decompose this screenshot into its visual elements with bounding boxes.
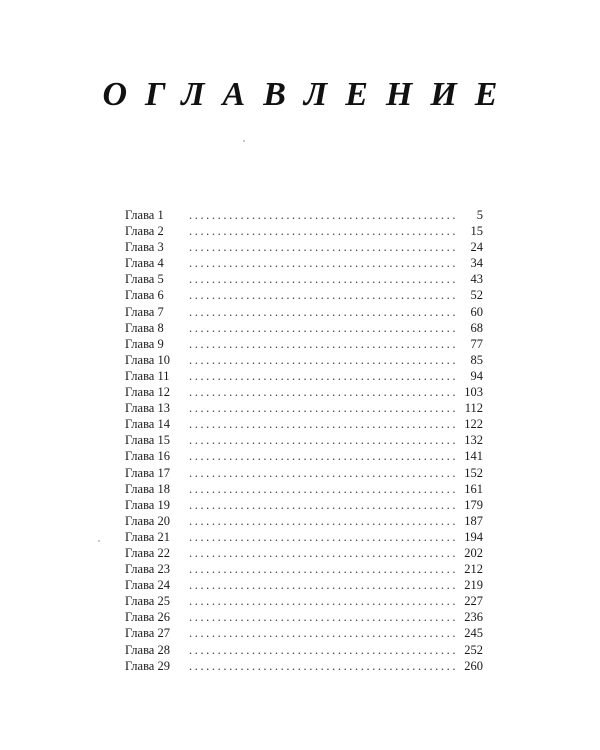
toc-entry-page-number: 43: [470, 272, 483, 287]
toc-entry-page-number: 219: [464, 578, 483, 593]
toc-entry-page-number: 34: [470, 256, 483, 271]
toc-entry-label: Глава 2: [125, 224, 164, 239]
toc-entry-label: Глава 14: [125, 417, 170, 432]
toc-entry[interactable]: [125, 271, 483, 287]
toc-entry-page-number: 236: [464, 610, 483, 625]
toc-entry-page-number: 122: [464, 417, 483, 432]
toc-entry-label: Глава 25: [125, 594, 170, 609]
toc-entry-label: Глава 23: [125, 562, 170, 577]
toc-dot-leader: [189, 207, 459, 223]
toc-entry-page-number: 85: [470, 352, 483, 367]
toc-entry-label: Глава 6: [125, 288, 164, 303]
toc-dot-leader: [189, 336, 459, 352]
toc-dot-leader: [189, 287, 459, 303]
toc-entry[interactable]: [125, 432, 483, 448]
toc-dot-leader: [189, 223, 459, 239]
toc-entry-page-number: 103: [464, 385, 483, 400]
toc-entry-label: Глава 29: [125, 658, 170, 673]
toc-dot-leader: [189, 609, 459, 625]
toc-entry-page-number: 141: [464, 449, 483, 464]
paper-speck: [243, 140, 245, 142]
toc-entry-label: Глава 9: [125, 336, 164, 351]
toc-entry[interactable]: [125, 207, 483, 223]
toc-entry-label: Глава 11: [125, 368, 170, 383]
toc-entry-page-number: 94: [470, 368, 483, 383]
toc-entry[interactable]: [125, 561, 483, 577]
toc-entry-page-number: 112: [464, 401, 483, 416]
toc-entry[interactable]: [125, 545, 483, 561]
toc-entry-label: Глава 5: [125, 272, 164, 287]
toc-entry[interactable]: [125, 481, 483, 497]
toc-dot-leader: [189, 320, 459, 336]
toc-entry-page-number: 245: [464, 626, 483, 641]
toc-entry-label: Глава 1: [125, 208, 164, 222]
toc-dot-leader: [189, 481, 459, 497]
toc-dot-leader: [189, 545, 459, 561]
toc-dot-leader: [189, 368, 459, 384]
toc-entry[interactable]: [125, 320, 483, 336]
toc-entry[interactable]: [125, 368, 483, 384]
toc-entry-label: Глава 24: [125, 578, 170, 593]
toc-entry[interactable]: [125, 593, 483, 609]
toc-entry-page-number: 77: [470, 336, 483, 351]
toc-entry-page-number: 252: [464, 642, 483, 657]
toc-entry[interactable]: [125, 336, 483, 352]
toc-dot-leader: [189, 625, 459, 641]
toc-entry[interactable]: [125, 416, 483, 432]
toc-entry-label: Глава 18: [125, 481, 170, 496]
toc-entry[interactable]: [125, 255, 483, 271]
toc-dot-leader: [189, 255, 459, 271]
toc-entry-page-number: 260: [464, 658, 483, 673]
toc-entry[interactable]: [125, 642, 483, 658]
toc-entry-page-number: 5: [476, 208, 483, 222]
toc-dot-leader: [189, 658, 459, 674]
toc-entry-label: Глава 26: [125, 610, 170, 625]
toc-entry-page-number: 212: [464, 562, 483, 577]
toc-entry-page-number: 194: [464, 529, 483, 544]
toc-entry-label: Глава 13: [125, 401, 170, 416]
toc-entry[interactable]: [125, 658, 483, 674]
toc-entry[interactable]: [125, 577, 483, 593]
toc-dot-leader: [189, 593, 459, 609]
page-title: ОГЛАВЛЕНИЕ: [102, 75, 516, 113]
toc-entry-label: Глава 4: [125, 256, 164, 271]
toc-entry-label: Глава 8: [125, 320, 164, 335]
toc-entry-label: Глава 15: [125, 433, 170, 448]
toc-dot-leader: [189, 497, 459, 513]
toc-dot-leader: [189, 352, 459, 368]
toc-entry-page-number: 24: [470, 240, 483, 255]
toc-entry-page-number: 132: [464, 433, 483, 448]
toc-entry-label: Глава 19: [125, 497, 170, 512]
toc-entry[interactable]: [125, 239, 483, 255]
toc-entry[interactable]: [125, 304, 483, 320]
toc-entry-label: Глава 10: [125, 352, 170, 367]
toc-entry[interactable]: [125, 223, 483, 239]
toc-entry-page-number: 179: [464, 497, 483, 512]
toc-entry-page-number: 161: [464, 481, 483, 496]
toc-entry-page-number: 60: [470, 304, 483, 319]
toc-entry-label: Глава 21: [125, 529, 170, 544]
toc-entry[interactable]: [125, 465, 483, 481]
toc-dot-leader: [189, 400, 459, 416]
toc-entry[interactable]: [125, 513, 483, 529]
toc-entry[interactable]: [125, 497, 483, 513]
toc-entry-label: Глава 20: [125, 513, 170, 528]
table-of-contents: [125, 207, 483, 674]
toc-entry-page-number: 52: [470, 288, 483, 303]
toc-dot-leader: [189, 416, 459, 432]
toc-entry-label: Глава 16: [125, 449, 170, 464]
toc-dot-leader: [189, 465, 459, 481]
toc-entry-label: Глава 7: [125, 304, 164, 319]
toc-entry[interactable]: [125, 529, 483, 545]
toc-entry-label: Глава 22: [125, 545, 170, 560]
toc-dot-leader: [189, 271, 459, 287]
toc-dot-leader: [189, 448, 459, 464]
paper-speck: [98, 540, 100, 542]
toc-entry-page-number: 202: [464, 545, 483, 560]
toc-entry-page-number: 15: [470, 224, 483, 239]
toc-dot-leader: [189, 432, 459, 448]
toc-dot-leader: [189, 529, 459, 545]
toc-entry-label: Глава 27: [125, 626, 170, 641]
toc-entry[interactable]: [125, 448, 483, 464]
toc-entry[interactable]: [125, 287, 483, 303]
toc-dot-leader: [189, 642, 459, 658]
toc-entry-page-number: 68: [470, 320, 483, 335]
toc-dot-leader: [189, 561, 459, 577]
toc-entry[interactable]: [125, 625, 483, 641]
toc-dot-leader: [189, 384, 459, 400]
toc-dot-leader: [189, 577, 459, 593]
toc-entry[interactable]: [125, 609, 483, 625]
toc-entry-label: Глава 28: [125, 642, 170, 657]
toc-entry-label: Глава 12: [125, 385, 170, 400]
toc-entry-page-number: 187: [464, 513, 483, 528]
toc-dot-leader: [189, 513, 459, 529]
toc-entry-page-number: 152: [464, 465, 483, 480]
toc-entry-label: Глава 17: [125, 465, 170, 480]
toc-entry[interactable]: [125, 352, 483, 368]
toc-dot-leader: [189, 304, 459, 320]
toc-dot-leader: [189, 239, 459, 255]
toc-entry[interactable]: [125, 384, 483, 400]
toc-entry[interactable]: [125, 400, 483, 416]
toc-entry-label: Глава 3: [125, 240, 164, 255]
toc-entry-page-number: 227: [464, 594, 483, 609]
